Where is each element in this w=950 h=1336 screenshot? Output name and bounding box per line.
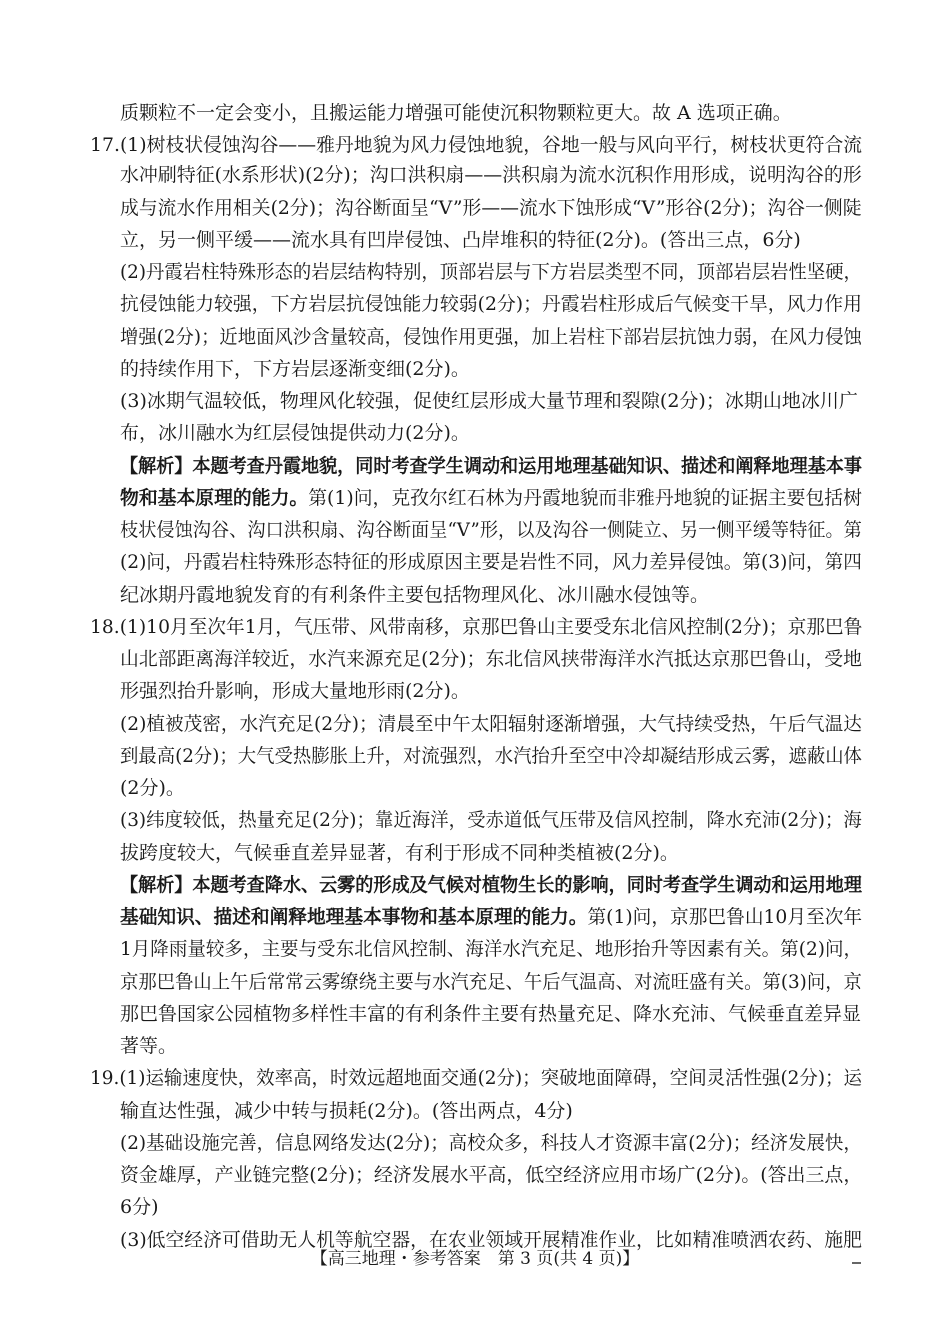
q18-line: 18.(1)10月至次年1月，气压带、风带南移，京那巴鲁山主要受东北信风控制(2分)；京那巴鲁 [90,616,863,638]
text-line: (2分)。 [120,777,185,799]
text-line: 布，冰川融水为红层侵蚀提供动力(2分)。 [120,422,470,444]
text-line: (2)基础设施完善，信息网络发达(2分)；高校众多，科技人才资源丰富(2分)；经济发展快， [120,1132,862,1154]
text-line: (3)低空经济可借助无人机等航空器，在农业领域开展精准作业，比如精准喷洒农药、施肥 [120,1229,862,1251]
analysis-heading-17: 【解析】本题考查丹霞地貌，同时考查学生调动和运用地理基础知识、描述和阐释地理基本事 [120,455,863,477]
analysis-bold: 基础知识、描述和阐释地理基本事物和基本原理的能力。 [120,906,588,928]
text-line: 1月降雨量较多，主要与受东北信风控制、海洋水汽充足、地形抬升等因素有关。第(2)问， [120,938,863,960]
text-line: (2)丹霞岩柱特殊形态的岩层结构特别，顶部岩层与下方岩层类型不同，顶部岩层岩性坚硬， [120,261,862,283]
text-line [120,483,862,513]
text-line: 水冲刷特征(水系形状)(2分)；沟口洪积扇——洪积扇为流水沉积作用形成，说明沟谷的形 [120,164,862,186]
corner-mark [852,1262,861,1264]
text-line: 输直达性强，减少中转与损耗(2分)。(答出两点，4分) [120,1100,573,1122]
text-line: 立，另一侧平缓——流水具有凹岸侵蚀、凸岸堆积的特征(2分)。(答出三点，6分) [120,229,801,251]
text-line: 山北部距离海洋较近，水汽来源充足(2分)；东北信风挟带海洋水汽抵达京那巴鲁山，受地 [120,648,862,670]
text-line: (3)冰期气温较低，物理风化较强，促使红层形成大量节理和裂隙(2分)；冰期山地冰川广 [120,390,858,412]
q19-line: 19.(1)运输速度快，效率高，时效远超地面交通(2分)；突破地面障碍，空间灵活性强(2分)；运 [90,1067,862,1089]
text-line: (2)植被茂密，水汽充足(2分)；清晨至中午太阳辐射逐渐增强，大气持续受热，午后气温达 [120,713,862,735]
text-line: 著等。 [120,1035,178,1057]
analysis-text: 第(1)问，克孜尔红石林为丹霞地貌而非雅丹地貌的证据主要包括树 [308,487,862,509]
text-line: 增强(2分)；近地面风沙含量较高，侵蚀作用更强，加上岩柱下部岩层抗蚀力弱，在风力侵蚀 [120,326,862,348]
text-line: (2)问，丹霞岩柱特殊形态特征的形成原因主要是岩性不同，风力差异侵蚀。第(3)问，第四 [120,551,862,573]
text-line: 质颗粒不一定会变小，且搬运能力增强可能使沉积物颗粒更大。故 A 选项正确。 [120,102,792,124]
text-line: 拔跨度较大，气候垂直差异显著，有利于形成不同种类植被(2分)。 [120,842,679,864]
text-line: 的持续作用下，下方岩层逐渐变细(2分)。 [120,358,470,380]
analysis-bold: 物和基本原理的能力。 [120,487,309,509]
analysis-text: 第(1)问，京那巴鲁山10月至次年 [587,906,863,928]
text-line: 抗侵蚀能力较强，下方岩层抗侵蚀能力较弱(2分)；丹霞岩柱形成后气候变干旱，风力作用 [120,293,862,315]
text-line: 资金雄厚，产业链完整(2分)；经济发展水平高，低空经济应用市场广(2分)。(答出三点， [120,1164,863,1186]
text-line [120,902,862,932]
text-line: 那巴鲁国家公园植物多样性丰富的有利条件主要有热量充足、降水充沛、气候垂直差异显 [120,1003,862,1025]
text-line: 到最高(2分)；大气受热膨胀上升，对流强烈，水汽抬升至空中冷却凝结形成云雾，遮蔽山体 [120,745,862,767]
text-line: 成与流水作用相关(2分)；沟谷断面呈“V”形——流水下蚀形成“V”形谷(2分)；沟谷一侧陡 [120,197,862,219]
analysis-heading-18: 【解析】本题考查降水、云雾的形成及气候对植物生长的影响，同时考查学生调动和运用地理 [120,874,863,896]
text-line: 纪冰期丹霞地貌发育的有利条件主要包括物理风化、冰川融水侵蚀等。 [120,584,710,606]
text-line: (3)纬度较低，热量充足(2分)；靠近海洋，受赤道低气压带及信风控制，降水充沛(2分)；海 [120,809,862,831]
text-line: 京那巴鲁山上午后常常云雾缭绕主要与水汽充足、午后气温高、对流旺盛有关。第(3)问，京 [120,971,862,993]
text-line: 6分) [120,1196,159,1218]
text-line: 枝状侵蚀沟谷、沟口洪积扇、沟谷断面呈“V”形，以及沟谷一侧陡立、另一侧平缓等特征。第 [120,519,862,541]
text-line: 形强烈抬升影响，形成大量地形雨(2分)。 [120,680,470,702]
q17-line: 17.(1)树枝状侵蚀沟谷——雅丹地貌为风力侵蚀地貌，谷地一般与风向平行，树枝状更符合流 [90,134,863,156]
page-footer: 【高三地理・参考答案 第 3 页(共 4 页)】 [310,1249,640,1269]
